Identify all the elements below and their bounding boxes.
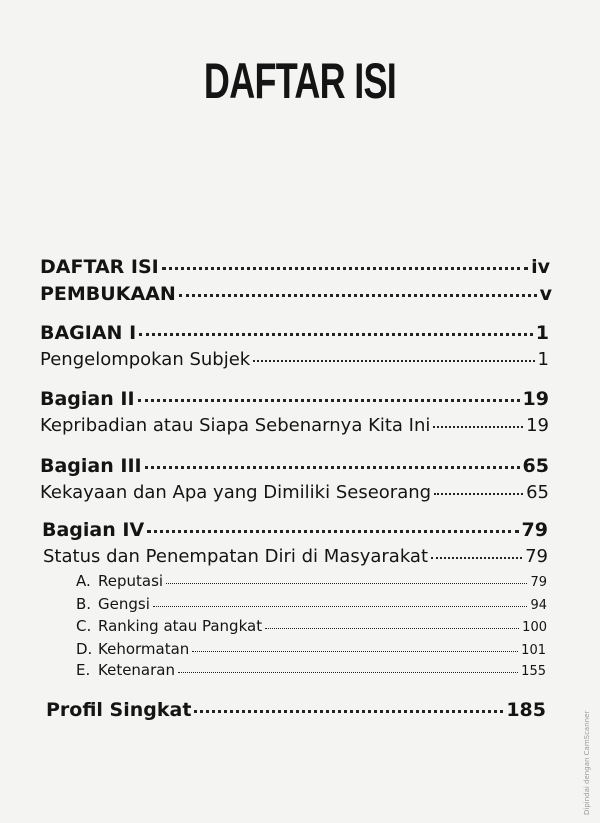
leader-dots: [166, 583, 527, 584]
toc-entry-label: DAFTAR ISI: [40, 256, 159, 278]
toc-subentry-ketenaran: [76, 661, 546, 679]
toc-subentry-gengsi: [76, 595, 547, 613]
toc-entry-kekayaan: [40, 482, 549, 503]
toc-entry-profil-singkat: [46, 699, 546, 721]
leader-dots: [147, 530, 518, 533]
toc-entry-bagian-3: [40, 455, 549, 477]
toc-subentry-letter: D.: [76, 640, 93, 658]
toc-subentry-letter: C.: [76, 617, 92, 635]
toc-entry-status: [43, 546, 548, 567]
scanner-watermark: Dipindai dengan CamScanner: [583, 710, 591, 815]
toc-entry-label: Profil Singkat: [46, 699, 192, 721]
toc-subentry-label: Ketenaran: [98, 661, 175, 679]
toc-entry-pembukaan: [40, 283, 552, 305]
leader-dots: [434, 493, 523, 495]
toc-subentry-page: 101: [521, 643, 546, 658]
leader-dots: [431, 557, 522, 559]
toc-subentry-reputasi: [76, 572, 547, 590]
toc-subentry-letter: B.: [76, 595, 92, 613]
toc-subentry-page: 100: [522, 620, 547, 635]
toc-subentry-page: 94: [530, 598, 547, 613]
toc-entry-page: iv: [531, 256, 550, 278]
toc-entry-page: 1: [537, 349, 549, 370]
toc-entry-bagian-1: [40, 322, 549, 344]
toc-entry-label: Bagian IV: [42, 519, 145, 541]
toc-entry-label: PEMBUKAAN: [40, 283, 176, 305]
toc-entry-pengelompokan-subjek: [40, 349, 549, 370]
toc-subentry-letter: E.: [76, 661, 91, 679]
leader-dots: [265, 628, 519, 629]
toc-entry-label: Pengelompokan Subjek: [40, 349, 251, 370]
toc-subentry-label: Reputasi: [98, 572, 164, 590]
leader-dots: [162, 267, 528, 270]
leader-dots: [179, 294, 537, 297]
leader-dots: [178, 672, 518, 673]
toc-entry-page: 79: [521, 519, 548, 541]
toc-entry-page: 65: [526, 482, 549, 503]
toc-subentry-ranking: [76, 617, 547, 635]
leader-dots: [192, 651, 518, 652]
leader-dots: [138, 399, 520, 402]
toc-subentry-label: Ranking atau Pangkat: [98, 617, 263, 635]
toc-subentry-kehormatan: [76, 640, 546, 658]
toc-subentry-label: Gengsi: [98, 595, 150, 613]
toc-entry-label: Bagian III: [40, 455, 142, 477]
toc-subentry-page: 155: [521, 664, 546, 679]
toc-entry-label: Status dan Penempatan Diri di Masyarakat: [43, 546, 429, 567]
toc-entry-label: Kekayaan dan Apa yang Dimiliki Seseorang: [40, 482, 432, 503]
toc-entry-label: BAGIAN I: [40, 322, 137, 344]
toc-entry-page: 1: [535, 322, 549, 344]
leader-dots: [253, 360, 534, 362]
toc-subentry-letter: A.: [76, 572, 91, 590]
toc-entry-page: 19: [526, 415, 549, 436]
toc-entry-page: 79: [525, 546, 548, 567]
toc-entry-page: 185: [506, 699, 546, 721]
toc-subentry-label: Kehormatan: [98, 640, 190, 658]
leader-dots: [433, 426, 523, 428]
leader-dots: [139, 333, 533, 336]
page-title: DAFTAR ISI: [203, 53, 397, 109]
toc-entry-daftar-isi: [40, 256, 550, 278]
toc-entry-page: 19: [522, 388, 549, 410]
leader-dots: [153, 606, 528, 607]
toc-entry-page: 65: [522, 455, 549, 477]
toc-entry-label: Kepribadian atau Siapa Sebenarnya Kita Ini: [40, 415, 431, 436]
toc-entry-page: v: [539, 283, 552, 305]
toc-entry-label: Bagian II: [40, 388, 135, 410]
toc-entry-bagian-4: [42, 519, 548, 541]
toc-entry-bagian-2: [40, 388, 549, 410]
toc-subentry-page: 79: [530, 575, 547, 590]
leader-dots: [194, 710, 503, 713]
toc-entry-kepribadian: [40, 415, 549, 436]
leader-dots: [145, 466, 520, 469]
